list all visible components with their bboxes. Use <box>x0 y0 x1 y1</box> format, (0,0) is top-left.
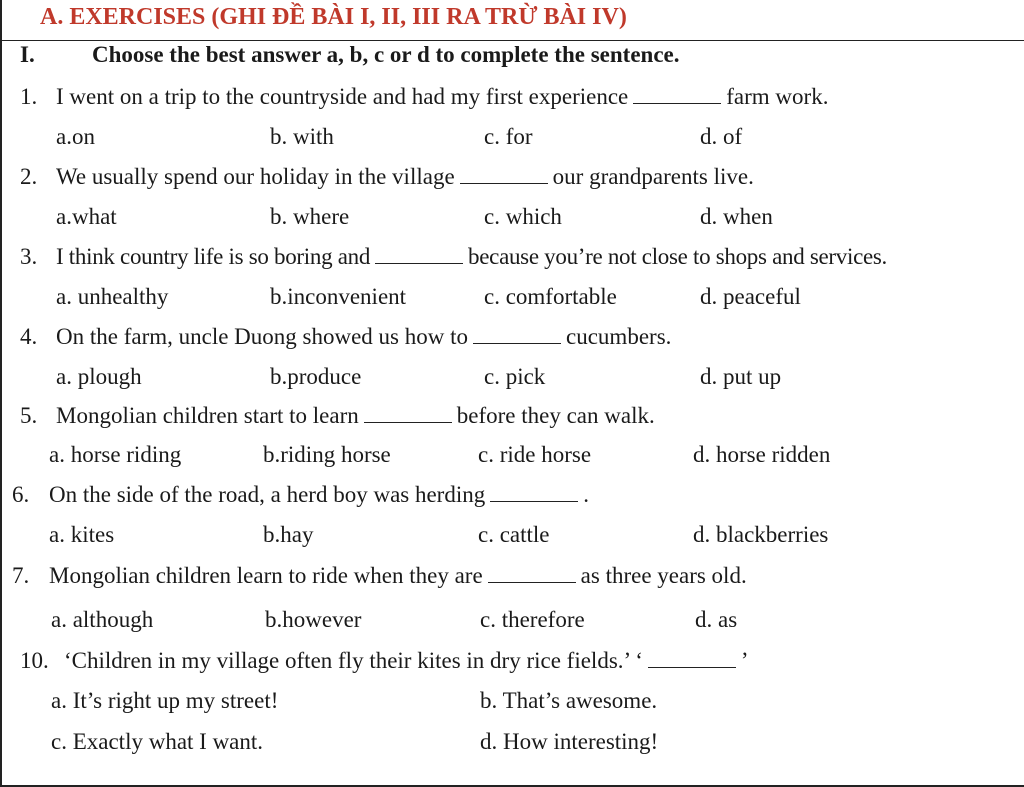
question-text: ‘Children in my village often fly their kites in dry rice fields.’ ‘ ’ <box>64 648 749 673</box>
question-text: Mongolian children learn to ride when they are as three years old. <box>49 563 747 588</box>
option-c[interactable]: c. cattle <box>478 522 550 547</box>
option-c[interactable]: c. which <box>484 204 562 229</box>
answer-blank <box>375 262 463 264</box>
page-heading: A. EXERCISES (GHI ĐỀ BÀI I, II, III RA TRỪ BÀI IV) <box>40 4 627 30</box>
question-text: On the farm, uncle Duong showed us how to cucumbers. <box>56 324 672 349</box>
answer-blank <box>364 421 452 423</box>
answer-blank <box>490 500 578 502</box>
question-number: 3. <box>20 244 38 269</box>
answer-blank <box>648 666 736 668</box>
heading-divider <box>2 40 1024 41</box>
question-text: On the side of the road, a herd boy was herding . <box>49 482 589 507</box>
option-c[interactable]: c. comfortable <box>484 284 617 309</box>
question-number: 5. <box>20 403 38 428</box>
option-c[interactable]: c. therefore <box>480 607 585 632</box>
option-a[interactable]: a. kites <box>49 522 115 547</box>
option-c[interactable]: c. Exactly what I want. <box>51 729 264 754</box>
question-text: Mongolian children start to learn before they can walk. <box>56 403 655 428</box>
option-d[interactable]: d. when <box>700 204 773 229</box>
option-b[interactable]: b. where <box>270 204 350 229</box>
question-number: 10. <box>20 648 49 673</box>
option-b[interactable]: b.produce <box>270 364 362 389</box>
option-c[interactable]: c. pick <box>484 364 546 389</box>
option-b[interactable]: b.however <box>265 607 362 632</box>
option-d[interactable]: d. of <box>700 124 743 149</box>
question-number: 6. <box>12 482 30 507</box>
section-instruction: Choose the best answer a, b, c or d to complete the sentence. <box>92 42 680 67</box>
option-b[interactable]: b.inconvenient <box>270 284 407 309</box>
option-d[interactable]: d. horse ridden <box>693 442 831 467</box>
answer-blank <box>473 342 561 344</box>
question-text: I think country life is so boring and because you’re not close to shops and services. <box>56 244 887 269</box>
answer-blank <box>488 581 576 583</box>
question-number: 1. <box>20 84 38 109</box>
option-a[interactable]: a.what <box>56 204 117 229</box>
option-b[interactable]: b.hay <box>263 522 314 547</box>
option-d[interactable]: d. blackberries <box>693 522 829 547</box>
question-number: 2. <box>20 164 38 189</box>
option-a[interactable]: a. horse riding <box>49 442 182 467</box>
option-a[interactable]: a.on <box>56 124 95 149</box>
option-a[interactable]: a. although <box>51 607 154 632</box>
question-number: 7. <box>12 563 30 588</box>
option-d[interactable]: d. How interesting! <box>480 729 659 754</box>
option-d[interactable]: d. put up <box>700 364 782 389</box>
option-b[interactable]: b. with <box>270 124 334 149</box>
option-d[interactable]: d. as <box>695 607 738 632</box>
option-d[interactable]: d. peaceful <box>700 284 801 309</box>
question-text: I went on a trip to the countryside and had my first experience farm work. <box>56 84 829 109</box>
question-number: 4. <box>20 324 38 349</box>
option-b[interactable]: b.riding horse <box>263 442 391 467</box>
option-a[interactable]: a. unhealthy <box>56 284 169 309</box>
question-text: We usually spend our holiday in the village our grandparents live. <box>56 164 754 189</box>
option-a[interactable]: a. It’s right up my street! <box>51 688 279 713</box>
option-c[interactable]: c. for <box>484 124 533 149</box>
option-b[interactable]: b. That’s awesome. <box>480 688 658 713</box>
option-a[interactable]: a. plough <box>56 364 142 389</box>
answer-blank <box>633 102 721 104</box>
section-number: I. <box>20 42 35 67</box>
option-c[interactable]: c. ride horse <box>478 442 592 467</box>
answer-blank <box>460 182 548 184</box>
